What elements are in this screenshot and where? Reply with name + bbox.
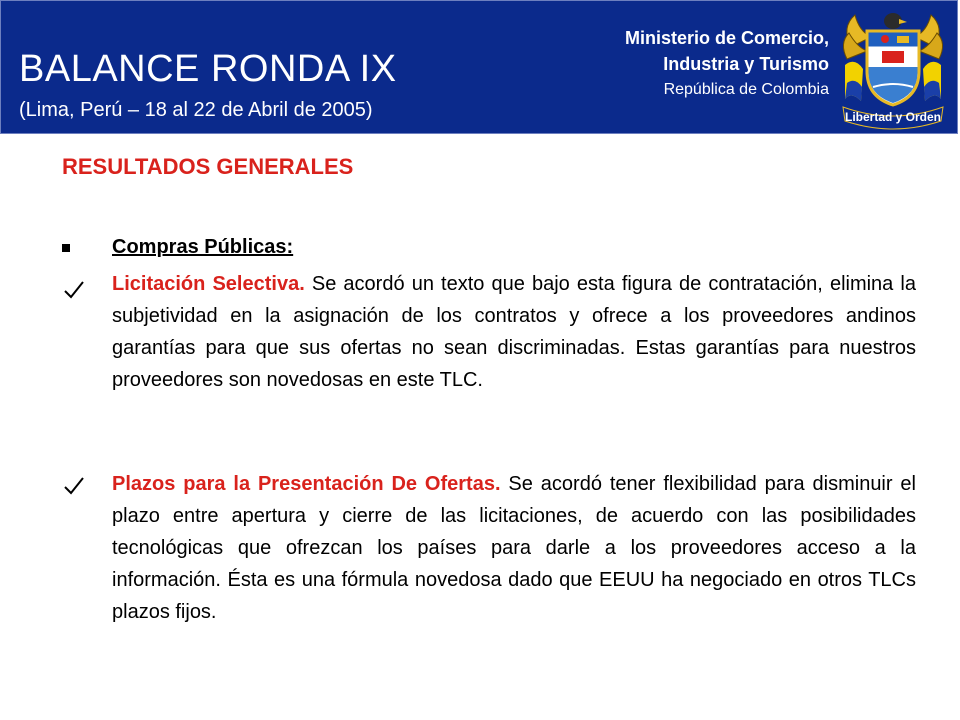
ministry-name	[625, 25, 829, 103]
item-heading: Licitación Selectiva.	[112, 273, 305, 295]
result-item-licitacion	[112, 268, 916, 396]
checkmark-icon	[62, 278, 86, 302]
result-item-plazos	[112, 468, 916, 628]
item-body: Se acordó tener flexibilidad para disminuir el plazo entre apertura y cierre de las licitaciones, de acuerdo con las posibilidades tecnológicas que ofrezcan los países para darle a los proveedores acceso a la información. Ésta es una fórmula novedosa dado que EEUU ha negociado en otros TLCs plazos fijos.	[112, 473, 917, 623]
topic-bullet	[62, 234, 902, 264]
item-heading: Plazos para la Presentación De Ofertas.	[112, 473, 501, 495]
item-body: Se acordó un texto que bajo esta figura de contratación, elimina la subjetividad en la asignación de los contratos y ofrece a los proveedores andinos garantías para que sus ofertas no sean discriminadas. Estas garantías para nuestros proveedores son novedosas en este TLC.	[112, 273, 916, 391]
colombia-coat-of-arms-logo	[837, 7, 949, 131]
topic-label: Compras Públicas:	[112, 236, 294, 258]
logo-motto-text: Libertad y Orden	[844, 110, 942, 124]
section-title: RESULTADOS GENERALES	[62, 154, 354, 179]
checkmark-icon	[62, 474, 86, 498]
presentation-subtitle: (Lima, Perú – 18 al 22 de Abril de 2005)	[19, 99, 373, 121]
ministry-line-2: Industria y Turismo	[663, 54, 829, 74]
presentation-title: BALANCE RONDA IX	[19, 48, 397, 90]
ministry-line-3: República de Colombia	[663, 81, 829, 98]
ministry-line-1: Ministerio de Comercio,	[624, 28, 829, 48]
header-banner	[0, 0, 958, 134]
square-bullet-icon	[62, 244, 70, 252]
